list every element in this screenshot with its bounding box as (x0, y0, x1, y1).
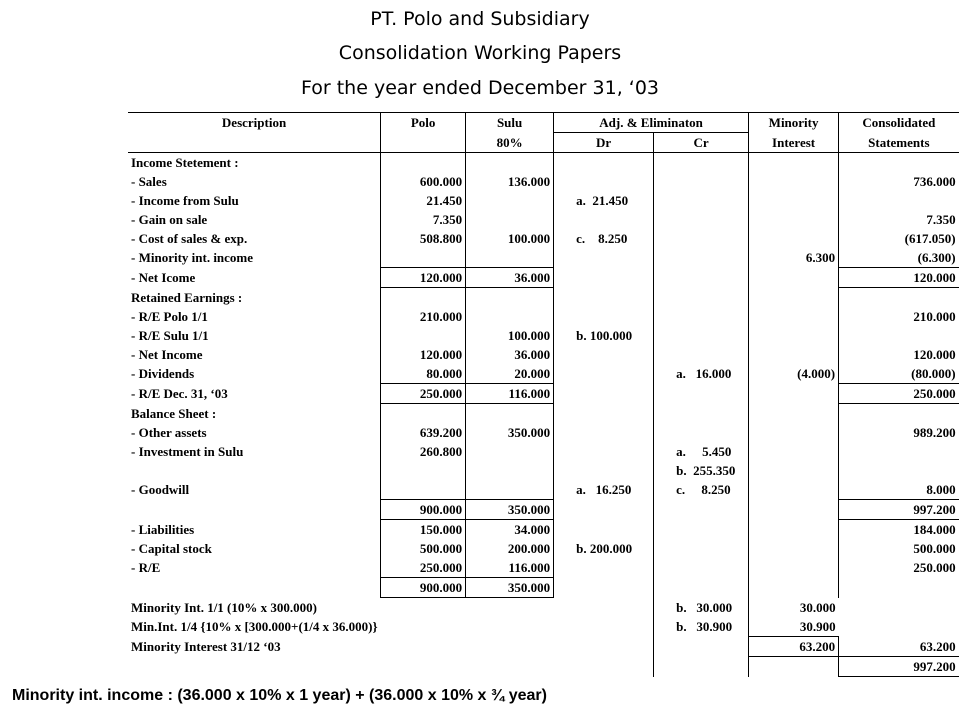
table-row (128, 461, 959, 480)
cell-consolidated (839, 598, 959, 618)
cell-minority-interest (749, 172, 839, 191)
cell-adj-dr (554, 500, 654, 520)
cell-minority-interest (749, 423, 839, 442)
cell-adj-dr (554, 404, 654, 424)
cell-consolidated: 250.000 (839, 384, 959, 404)
cell-description: Balance Sheet : (131, 405, 217, 421)
cell-adj-cr: b. 30.000 (654, 598, 749, 618)
cell-consolidated: 63.200 (839, 637, 959, 657)
cell-sulu (466, 248, 554, 268)
cell-adj-cr (654, 345, 749, 364)
cell-adj-cr (654, 288, 749, 308)
table-row (128, 520, 959, 540)
cell-description: - Net Icome (131, 270, 196, 285)
cell-polo: 80.000 (381, 364, 466, 384)
table-row (128, 191, 959, 210)
cell-sulu: 100.000 (466, 229, 554, 248)
table-row (128, 637, 959, 657)
cell-description: - Net Income (131, 347, 203, 362)
header-minority: Minority (749, 113, 839, 133)
cell-minority-interest (749, 288, 839, 308)
cell-polo: 639.200 (381, 423, 466, 442)
cell-adj-cr (654, 384, 749, 404)
cell-consolidated (839, 617, 959, 637)
cell-adj-dr (554, 558, 654, 578)
cell-consolidated (839, 461, 959, 480)
cell-consolidated: (6.300) (839, 248, 959, 268)
cell-sulu (466, 598, 554, 618)
cell-consolidated: 120.000 (839, 345, 959, 364)
cell-minority-interest (749, 500, 839, 520)
table-row (128, 364, 959, 384)
cell-description: - Cost of sales & exp. (131, 231, 248, 246)
cell-sulu: 200.000 (466, 539, 554, 558)
cell-polo (381, 637, 466, 657)
cell-polo: 900.000 (381, 500, 466, 520)
table-row (128, 384, 959, 404)
table-row (128, 229, 959, 248)
cell-adj-cr (654, 268, 749, 288)
cell-consolidated: 7.350 (839, 210, 959, 229)
cell-adj-dr (554, 617, 654, 637)
table-row (128, 172, 959, 191)
cell-sulu (466, 617, 554, 637)
cell-description: - R/E Sulu 1/1 (131, 328, 209, 343)
cell-polo (381, 248, 466, 268)
header-statements: Statements (839, 133, 959, 153)
cell-sulu: 34.000 (466, 520, 554, 540)
cell-sulu (466, 637, 554, 657)
cell-polo (381, 461, 466, 480)
consolidation-worksheet-table (128, 112, 959, 677)
cell-consolidated: (80.000) (839, 364, 959, 384)
cell-consolidated (839, 404, 959, 424)
cell-adj-dr (554, 153, 654, 173)
header-description: Description (128, 113, 381, 133)
cell-adj-dr (554, 423, 654, 442)
cell-minority-interest (749, 326, 839, 345)
cell-sulu (466, 404, 554, 424)
cell-consolidated: 184.000 (839, 520, 959, 540)
report-title-document: Consolidation Working Papers (338, 42, 622, 64)
table-row (128, 598, 959, 618)
cell-adj-dr (554, 364, 654, 384)
cell-sulu (466, 153, 554, 173)
cell-minority-interest (749, 442, 839, 461)
cell-sulu: 350.000 (466, 578, 554, 598)
cell-adj-dr: a. 16.250 (554, 480, 654, 500)
table-row (128, 326, 959, 345)
cell-adj-dr (554, 637, 654, 657)
cell-adj-cr (654, 578, 749, 598)
cell-adj-cr (654, 423, 749, 442)
cell-adj-cr (654, 558, 749, 578)
cell-polo: 150.000 (381, 520, 466, 540)
header-cr: Cr (654, 133, 749, 153)
table-row (128, 288, 959, 308)
cell-polo: 7.350 (381, 210, 466, 229)
cell-description (128, 657, 381, 677)
cell-adj-dr (554, 248, 654, 268)
minority-income-footnote: Minority int. income : (36.000 x 10% x 1 year) + (36.000 x 10% x ¾ year) (12, 687, 547, 704)
cell-adj-dr (554, 384, 654, 404)
cell-consolidated: 210.000 (839, 307, 959, 326)
cell-sulu (466, 210, 554, 229)
cell-adj-cr (654, 539, 749, 558)
cell-minority-interest (749, 268, 839, 288)
table-row (128, 423, 959, 442)
cell-sulu: 36.000 (466, 345, 554, 364)
cell-adj-cr (654, 191, 749, 210)
cell-description: - Goodwill (131, 482, 190, 498)
cell-minority-interest (749, 384, 839, 404)
cell-consolidated: 8.000 (839, 480, 959, 500)
table-row (128, 153, 959, 173)
table-row (128, 500, 959, 520)
cell-consolidated (839, 326, 959, 345)
cell-adj-cr (654, 229, 749, 248)
cell-description: - Dividends (131, 366, 195, 382)
cell-polo (381, 153, 466, 173)
cell-sulu (466, 288, 554, 308)
cell-adj-cr (654, 326, 749, 345)
cell-minority-interest: 30.000 (749, 598, 839, 618)
cell-minority-interest (749, 191, 839, 210)
cell-minority-interest: 63.200 (749, 637, 839, 657)
cell-adj-dr: b. 100.000 (554, 326, 654, 345)
cell-description: - Sales (131, 174, 167, 189)
cell-consolidated: (617.050) (839, 229, 959, 248)
cell-description: Min.Int. 1/4 {10% x [300.000+(1/4 x 36.000)} (131, 619, 378, 635)
cell-description: - Investment in Sulu (131, 444, 244, 459)
header-interest: Interest (749, 133, 839, 153)
table-row (128, 404, 959, 424)
table-row (128, 617, 959, 637)
table-row (128, 268, 959, 288)
cell-polo (381, 288, 466, 308)
header-row-2 (128, 133, 959, 153)
cell-adj-cr: a. 16.000 (654, 364, 749, 384)
cell-sulu (466, 461, 554, 480)
cell-consolidated (839, 153, 959, 173)
table-row (128, 345, 959, 364)
cell-consolidated (839, 288, 959, 308)
table-row (128, 578, 959, 598)
cell-adj-cr (654, 520, 749, 540)
cell-adj-dr (554, 172, 654, 191)
cell-description: - Income from Sulu (131, 193, 239, 208)
cell-minority-interest (749, 461, 839, 480)
cell-polo: 250.000 (381, 558, 466, 578)
cell-consolidated: 250.000 (839, 558, 959, 578)
cell-description: Minority Interest 31/12 ‘03 (131, 639, 281, 654)
cell-polo (381, 617, 466, 637)
report-title-period: For the year ended December 31, ‘03 (301, 77, 659, 99)
table-row (128, 480, 959, 500)
cell-adj-dr (554, 345, 654, 364)
cell-consolidated: 989.200 (839, 423, 959, 442)
cell-sulu (466, 442, 554, 461)
cell-minority-interest (749, 480, 839, 500)
header-adjustments: Adj. & Eliminaton (554, 113, 749, 133)
cell-sulu (466, 307, 554, 326)
cell-polo (381, 480, 466, 500)
table-row (128, 657, 959, 677)
cell-minority-interest (749, 229, 839, 248)
cell-description: - Minority int. income (131, 250, 254, 266)
cell-polo: 600.000 (381, 172, 466, 191)
cell-adj-dr (554, 210, 654, 229)
cell-adj-dr (554, 307, 654, 326)
header-sulu: Sulu (466, 113, 554, 133)
cell-description: - Other assets (131, 425, 207, 440)
cell-adj-cr (654, 248, 749, 268)
header-consolidated: Consolidated (839, 113, 959, 133)
cell-sulu (466, 657, 554, 677)
cell-polo: 508.800 (381, 229, 466, 248)
cell-sulu: 136.000 (466, 172, 554, 191)
cell-minority-interest (749, 404, 839, 424)
cell-minority-interest (749, 153, 839, 173)
cell-description (128, 500, 381, 520)
cell-adj-cr: b. 30.900 (654, 617, 749, 637)
cell-description: - Capital stock (131, 541, 212, 556)
cell-sulu: 350.000 (466, 423, 554, 442)
cell-sulu (466, 191, 554, 210)
cell-consolidated (839, 191, 959, 210)
cell-minority-interest: (4.000) (749, 364, 839, 384)
cell-polo: 260.800 (381, 442, 466, 461)
cell-sulu (466, 480, 554, 500)
report-title-company: PT. Polo and Subsidiary (370, 8, 590, 30)
table-row (128, 558, 959, 578)
cell-adj-cr (654, 404, 749, 424)
header-dr: Dr (554, 133, 654, 153)
cell-minority-interest (749, 558, 839, 578)
cell-description: - R/E Dec. 31, ‘03 (131, 386, 228, 401)
cell-adj-cr (654, 657, 749, 677)
cell-minority-interest (749, 578, 839, 598)
cell-adj-dr (554, 268, 654, 288)
cell-sulu: 36.000 (466, 268, 554, 288)
cell-sulu: 20.000 (466, 364, 554, 384)
cell-description (128, 578, 381, 598)
cell-minority-interest: 30.900 (749, 617, 839, 637)
cell-minority-interest (749, 210, 839, 229)
cell-sulu: 116.000 (466, 384, 554, 404)
cell-adj-cr (654, 172, 749, 191)
cell-description: - Gain on sale (131, 212, 208, 227)
cell-minority-interest: 6.300 (749, 248, 839, 268)
cell-description: - R/E Polo 1/1 (131, 309, 208, 324)
table-row (128, 539, 959, 558)
cell-polo: 120.000 (381, 268, 466, 288)
cell-adj-dr (554, 288, 654, 308)
header-polo-blank (381, 133, 466, 153)
cell-adj-cr: a. 5.450 (654, 442, 749, 461)
cell-consolidated (839, 578, 959, 598)
cell-polo (381, 657, 466, 677)
cell-minority-interest (749, 345, 839, 364)
cell-sulu: 116.000 (466, 558, 554, 578)
cell-polo: 900.000 (381, 578, 466, 598)
cell-polo: 120.000 (381, 345, 466, 364)
cell-adj-dr (554, 578, 654, 598)
cell-adj-dr (554, 520, 654, 540)
cell-adj-dr: c. 8.250 (554, 229, 654, 248)
cell-description: Retained Earnings : (131, 289, 243, 305)
cell-polo (381, 404, 466, 424)
cell-adj-cr: b. 255.350 (654, 461, 749, 480)
cell-polo: 500.000 (381, 539, 466, 558)
header-polo: Polo (381, 113, 466, 133)
cell-description: Income Stetement : (131, 155, 239, 170)
cell-adj-dr: b. 200.000 (554, 539, 654, 558)
cell-adj-cr (654, 307, 749, 326)
header-sulu-pct: 80% (466, 133, 554, 153)
cell-minority-interest (749, 539, 839, 558)
header-description-blank (128, 133, 381, 153)
cell-polo: 210.000 (381, 307, 466, 326)
cell-adj-cr (654, 500, 749, 520)
cell-consolidated: 120.000 (839, 268, 959, 288)
cell-consolidated: 997.200 (839, 657, 959, 677)
cell-adj-dr (554, 598, 654, 618)
cell-polo: 21.450 (381, 191, 466, 210)
cell-adj-dr (554, 657, 654, 677)
cell-sulu: 350.000 (466, 500, 554, 520)
cell-consolidated: 500.000 (839, 539, 959, 558)
cell-adj-dr (554, 461, 654, 480)
cell-adj-dr: a. 21.450 (554, 191, 654, 210)
table-row (128, 307, 959, 326)
cell-description: - R/E (131, 560, 161, 576)
table-row (128, 210, 959, 229)
header-row-1 (128, 113, 959, 133)
cell-polo (381, 598, 466, 618)
table-row (128, 442, 959, 461)
cell-adj-cr (654, 210, 749, 229)
cell-description (128, 461, 381, 480)
cell-minority-interest (749, 657, 839, 677)
table-row (128, 248, 959, 268)
cell-description: Minority Int. 1/1 (10% x 300.000) (131, 599, 317, 615)
cell-minority-interest (749, 307, 839, 326)
cell-polo (381, 326, 466, 345)
cell-description: - Liabilities (131, 521, 195, 537)
cell-consolidated: 736.000 (839, 172, 959, 191)
cell-adj-cr (654, 637, 749, 657)
cell-polo: 250.000 (381, 384, 466, 404)
cell-consolidated (839, 442, 959, 461)
cell-adj-cr: c. 8.250 (654, 480, 749, 500)
cell-consolidated: 997.200 (839, 500, 959, 520)
cell-adj-dr (554, 442, 654, 461)
cell-minority-interest (749, 520, 839, 540)
cell-sulu: 100.000 (466, 326, 554, 345)
cell-adj-cr (654, 153, 749, 173)
